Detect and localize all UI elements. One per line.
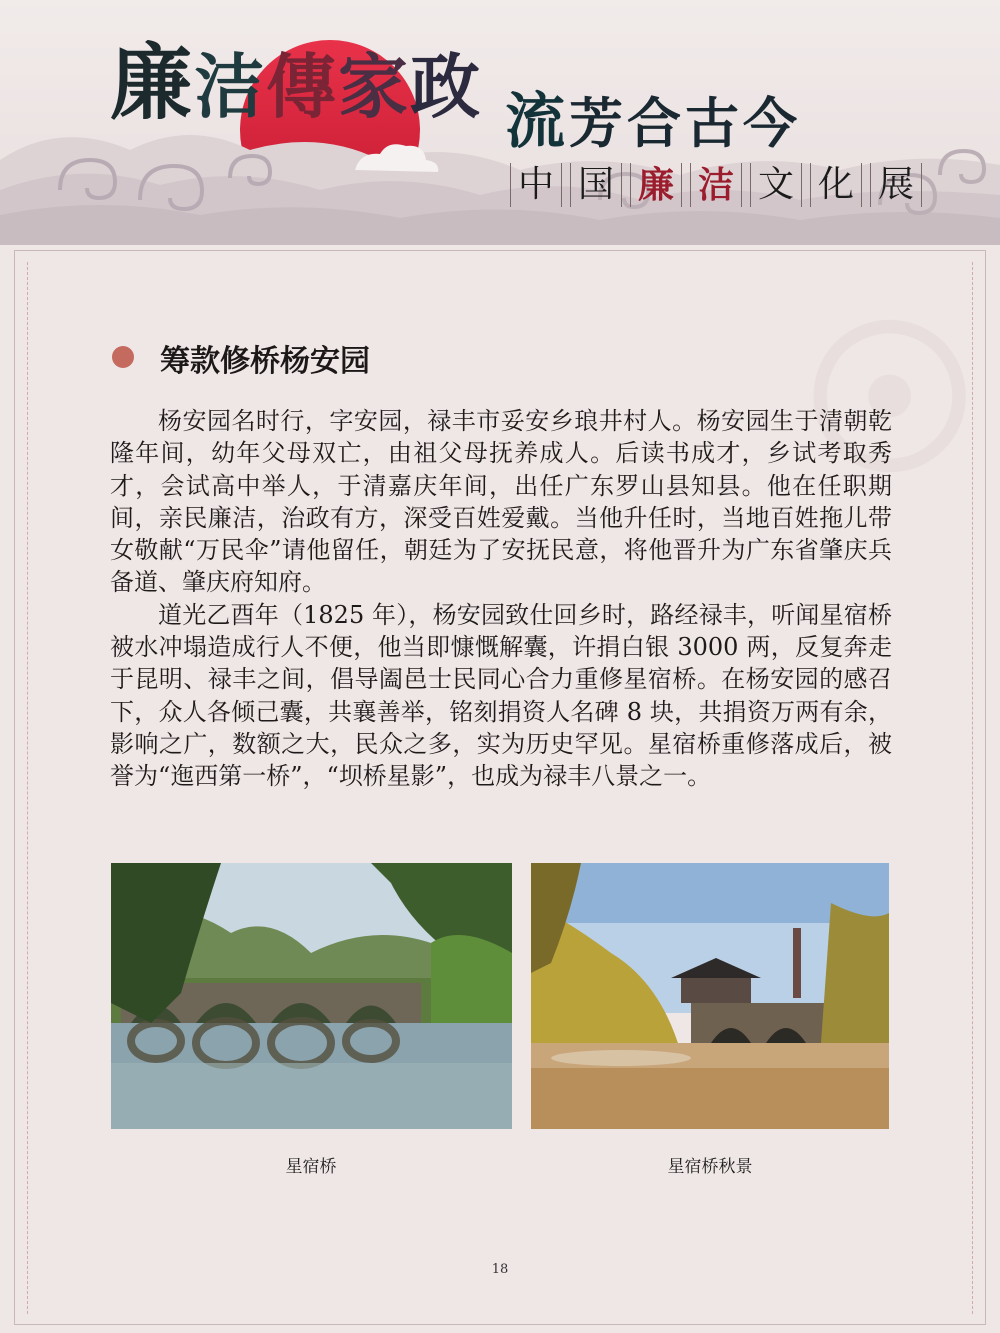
photo-caption: 星宿桥: [285, 1157, 337, 1177]
photo-caption: 星宿桥秋景: [667, 1157, 753, 1177]
photo-bridge: [111, 863, 512, 1129]
title-sub-char: 流: [505, 87, 569, 157]
paragraph: 杨安园名时行，字安园，禄丰市妥安乡琅井村人。杨安园生于清朝乾隆年间，幼年父母双亡，由祖父母抚养成人。后读书成才，乡试考取秀才，会试高中举人，于清嘉庆年间，出任广东罗山县知县。他在任职期间，亲民廉洁，治政有方，深受百姓爱戴。当他升任时，当地百姓拖儿带女敬献“万民伞”请他留任，朝廷为了安抚民意，将他晋升为广东省肇庆兵备道、肇庆府知府。: [110, 407, 892, 597]
title-char: 廉: [110, 35, 195, 131]
title-main: [110, 35, 483, 131]
exhibition-char: 文: [750, 163, 802, 207]
bullet-dot-icon: [112, 346, 134, 368]
title-char: 家: [338, 45, 411, 128]
exhibition-char: 化: [810, 163, 862, 207]
photo-bridge-autumn: [531, 863, 889, 1129]
seal-watermark: ☉: [800, 282, 980, 517]
title-sub-char: 芳: [569, 91, 627, 155]
title-sub: [505, 87, 801, 157]
title-char: 洁: [194, 45, 267, 128]
section-title: 筹款修桥杨安园: [160, 344, 370, 379]
exhibition-char: 洁: [690, 163, 742, 207]
page-number: 18: [491, 1262, 509, 1277]
paragraph: 道光乙酉年（1825 年），杨安园致仕回乡时，路经禄丰，听闻星宿桥被水冲塌造成行人不便，他当即慷慨解囊，许捐白银 3000 两，反复奔走于昆明、禄丰之间，倡导阖邑士民同心合力重修星宿桥。在杨安园的感召下，众人各倾己囊，共襄善举，铭刻捐资人名碑 8 块，共捐资万两有余，影响之广，数额之大，民众之多，实为历史罕见。星宿桥重修落成后，被誉为“迤西第一桥”，“坝桥星影”，也成为禄丰八景之一。: [110, 600, 892, 791]
title-sub-char: 古: [685, 91, 743, 155]
title-sub-char: 合: [627, 91, 685, 155]
exhibition-char: 展: [870, 163, 922, 207]
title-sub-char: 今: [743, 91, 801, 155]
exhibition-char: 廉: [630, 163, 682, 207]
title-char: 政: [410, 45, 483, 128]
exhibition-title: [510, 163, 922, 207]
article-body: [110, 405, 892, 793]
title-char: 傳: [266, 45, 339, 128]
header-banner: [0, 0, 1000, 245]
exhibition-char: 中: [510, 163, 562, 207]
exhibition-char: 国: [570, 163, 622, 207]
